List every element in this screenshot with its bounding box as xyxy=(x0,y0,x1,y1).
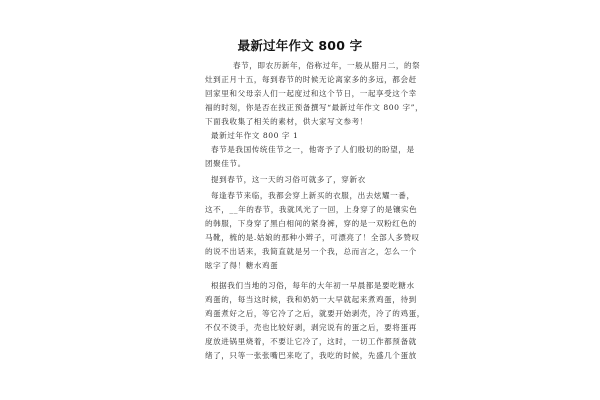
paragraph-line: 绪了，只等一张张嘴巴来吃了，我吃的时候，先盛几个蛋放 xyxy=(205,351,417,360)
paragraph-line: 福的时刻，你是否在找正预备撰写“最新过年作文 800 字”， xyxy=(205,103,424,112)
paragraph-line: 春节是我国传统佳节之一，他寄予了人们殷切的盼望，是 xyxy=(211,145,415,154)
paragraph-line: 团聚佳节。 xyxy=(205,159,246,168)
paragraph-line: 提到春节，这一天的习俗可就多了，穿新衣 xyxy=(211,175,366,184)
paragraph-line: 眩字了得！糖水鸡蛋 xyxy=(205,261,279,270)
paragraph-line: 度放进锅里烧着，不要让它冷了，这时，一切工作都预备就 xyxy=(205,337,417,346)
paragraph-line: 回家里和父母亲人们一起度过和这个节日，一起享受这个幸 xyxy=(205,89,417,98)
paragraph-line: 下面我收集了相关的素材，供大家写文参考！ xyxy=(205,117,368,126)
paragraph-line: 的韩服，下身穿了黑白相间的紧身裤，穿的是一双粉红色的 xyxy=(205,219,417,228)
paragraph-line: 鸡蛋的，每当这时候，我和奶奶一大早就起来煮鸡蛋，待到 xyxy=(205,295,417,304)
section-heading: 最新过年作文 800 字 1 xyxy=(211,131,299,140)
paragraph-line: 春节，即农历新年，俗称过年，一般从腊月二，的祭 xyxy=(233,61,421,70)
paragraph-line: 的说不出话来，我简直就是另一个我，总而言之，怎么一个 xyxy=(205,247,417,256)
paragraph-line: 不仅不烫手，壳也比较好剥，剥完说有的蛋之后，要将蛋再 xyxy=(205,323,417,332)
document-title: 最新过年作文 800 字 xyxy=(237,38,363,53)
paragraph-line: 鸡蛋煮好之后，等它冷了之后，就要开始剥壳，冷了的鸡蛋， xyxy=(205,309,425,318)
paragraph-line: 马靴，梳的是.姑娘的那种小辫子，可漂亮了！全部人多赞叹 xyxy=(205,233,420,242)
paragraph-line: 根据我们当地的习俗，每年的大年初一早晨都是要吃糖水 xyxy=(211,281,415,290)
paragraph-line: 灶到正月十五，每到春节的时候无论离家多的多远，都会赶 xyxy=(205,75,417,84)
paragraph-line: 这不，__年的春节，我就风光了一回，上身穿了的是镶实色 xyxy=(205,205,418,214)
paragraph-line: 每逢春节来临，我都会穿上新买的衣服，出去炫耀一番， xyxy=(211,191,415,200)
